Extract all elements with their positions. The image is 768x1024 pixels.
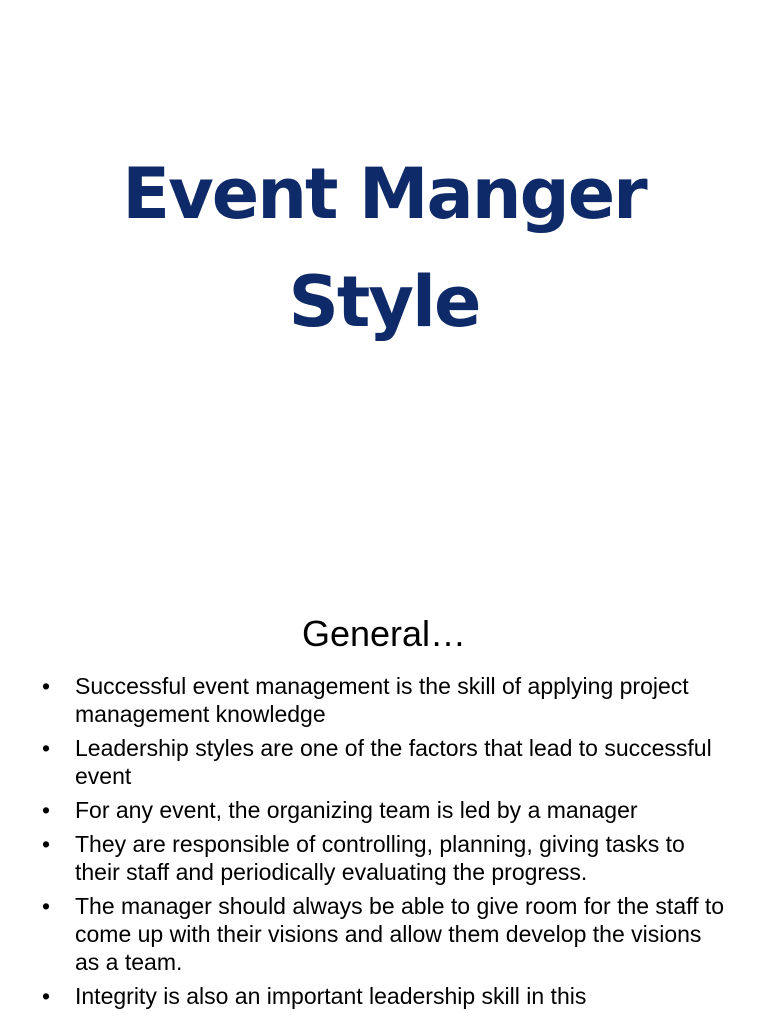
bullet-text: Successful event management is the skill of applying project management knowledge [75, 673, 689, 727]
slide-1-title-line-1: Event Manger [122, 153, 646, 235]
bullet-text: Leadership styles are one of the factors that lead to successful event [75, 735, 712, 789]
bullet-glyph: • [42, 797, 51, 823]
bullet-item [42, 982, 732, 1010]
bullet-item [42, 796, 732, 824]
slide-2-bullet-list [42, 672, 732, 1016]
bullet-glyph: • [42, 673, 51, 699]
bullet-text: They are responsible of controlling, planning, giving tasks to their staff and periodically evaluating the progress. [75, 831, 685, 885]
bullet-text: Integrity is also an important leadership skill in this [75, 983, 587, 1009]
slide-2-title: General… [301, 613, 467, 654]
slide-1-title-line-2: Style [288, 261, 480, 343]
bullet-item [42, 672, 732, 728]
bullet-glyph: • [42, 983, 51, 1009]
bullet-glyph: • [42, 893, 51, 919]
bullet-item [42, 892, 732, 976]
bullet-text: The manager should always be able to give room for the staff to come up with their visions and allow them develop the visions as a team. [75, 893, 725, 975]
bullet-item [42, 830, 732, 886]
bullet-item [42, 734, 732, 790]
bullet-text: For any event, the organizing team is led by a manager [75, 797, 638, 823]
slide-2 [0, 576, 768, 1024]
slide-1-title [0, 140, 768, 356]
bullet-glyph: • [42, 831, 51, 857]
bullet-glyph: • [42, 735, 51, 761]
